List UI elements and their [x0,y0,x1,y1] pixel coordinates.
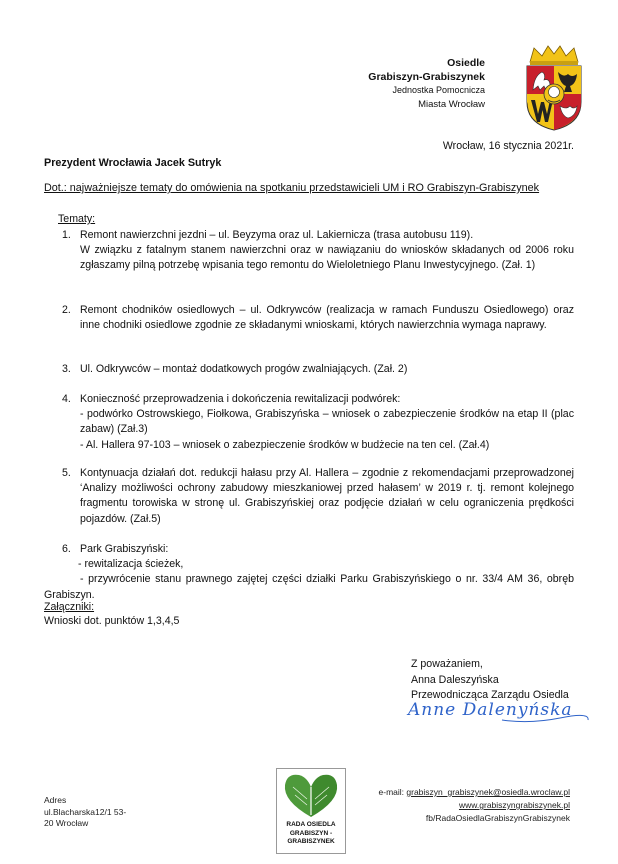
item-number: 3. [62,363,71,375]
topic-item-3 [62,362,574,377]
email-line [379,786,570,799]
item-number: 6. [62,543,71,555]
item-subtext: - rewitalizacja ścieżek, [78,558,184,571]
item-number: 2. [62,304,71,316]
website-link[interactable]: www.grabiszyngrabiszynek.pl [458,800,570,810]
facebook-text: fb/RadaOsiedlaGrabiszynGrabiszynek [425,813,570,823]
topic-item-5 [62,466,574,527]
item-number: 1. [62,229,71,241]
recipient: Prezydent Wrocławia Jacek Sutryk [44,157,222,169]
org-subtitle-line2: Miasta Wrocław [418,98,485,110]
closing: Z poważaniem, [411,658,483,670]
header-org-block [368,57,485,111]
item-number: 5. [62,467,71,479]
footer-address [44,795,126,830]
signature-flourish [500,710,590,726]
topics-heading: Tematy: [58,213,96,225]
wroclaw-coat-of-arms-icon [524,44,584,132]
item-text: Remont nawierzchni jezdni – ul. Beyzyma oraz ul. Lakiernicza (trasa autobusu 119). [80,229,474,241]
address-line2: 20 Wrocław [44,818,89,828]
item-subtext: - przywrócenie stanu prawnego zajętej części działki Parku Grabiszyńskiego o nr. 33/4 AM 36, obręb Grabiszyn. [44,573,574,601]
letter-date: Wrocław, 16 stycznia 2021r. [442,140,574,152]
leaf-heart-icon [277,771,345,821]
subject-line: Dot.: najważniejsze tematy do omówienia na spotkaniu przedstawicieli UM i RO Grabiszyn-Grabiszynek [44,182,540,194]
item-text: Remont chodników osiedlowych – ul. Odkrywców (realizacja w ramach Funduszu Osiedlowego) oraz inne chodniki osiedlowe zgodnie ze składanymi wnioskami, których nawierzchnia wymaga naprawy. [80,304,574,332]
logo-line2: GRABISZYN - [289,829,333,837]
topic-item-1 [62,228,574,274]
org-name-line2: Grabiszyn-Grabiszynek [368,70,485,83]
email-label: e-mail: [378,787,407,797]
attachments-heading: Załączniki: [44,601,95,613]
item-subtext: - podwórko Ostrowskiego, Fiołkowa, Grabiszyńska – wniosek o zabezpieczenie środków na etap II (plac zabaw) (Zał.3) [80,408,574,436]
item-subtext: - Al. Hallera 97-103 – wniosek o zabezpieczenie środków w budżecie na ten cel. (Zał.4) [80,438,490,451]
item-text: W związku z fatalnym stanem nawierzchni oraz w nawiązaniu do wniosków składanych od 2006 roku zgłaszamy pilną potrzebę wpisania tego remontu do Wieloletniego Planu Inwestycyjnego. (Zał. 1) [80,244,574,272]
topic-item-2 [62,303,574,333]
address-label: Adres [44,795,67,805]
item-text: Konieczność przeprowadzenia i dokończenia rewitalizacji podwórek: [80,393,401,405]
attachments-text: Wnioski dot. punktów 1,3,4,5 [44,615,180,627]
email-link[interactable]: grabiszyn_grabiszynek@osiedla.wroclaw.pl [406,787,570,797]
item-number: 4. [62,393,71,405]
handwritten-signature: Anne Dalenyńska [408,700,573,720]
item-text: Kontynuacja działań dot. redukcji hałasu przy Al. Hallera – zgodnie z rekomendacjami przeprowadzonej ‘Analizy możliwości ochrony zabudowy mieszkaniowej przed hałasem’ w 2019 r. tj. remont kolejnego fragmentu torowiska w stronę ul. Grabiszyńskiej oraz podjęcie działań w celu ograniczenia prędkości pojazdów. (Zał.5) [80,467,574,525]
address-line1: ul.Blacharska12/1 53- [44,806,127,817]
signature-block [411,657,569,704]
topic-item-4 [62,392,574,453]
topic-item-6 [44,542,574,603]
org-subtitle-line1: Jednostka Pomocnicza [392,85,485,95]
item-text: Park Grabiszyński: [80,543,169,555]
footer-contacts [379,786,570,825]
signer-role: Przewodnicząca Zarządu Osiedla [411,689,569,701]
logo-line1: RADA OSIEDLA [286,821,336,828]
signer-name: Anna Daleszyńska [411,673,499,686]
rada-osiedla-logo [276,768,346,854]
item-text: Ul. Odkrywców – montaż dodatkowych progów zwalniających. (Zał. 2) [80,363,408,375]
logo-line3: GRABISZYNEK [287,838,335,845]
org-name-line1: Osiedle [447,57,485,69]
logo-text [277,821,345,847]
